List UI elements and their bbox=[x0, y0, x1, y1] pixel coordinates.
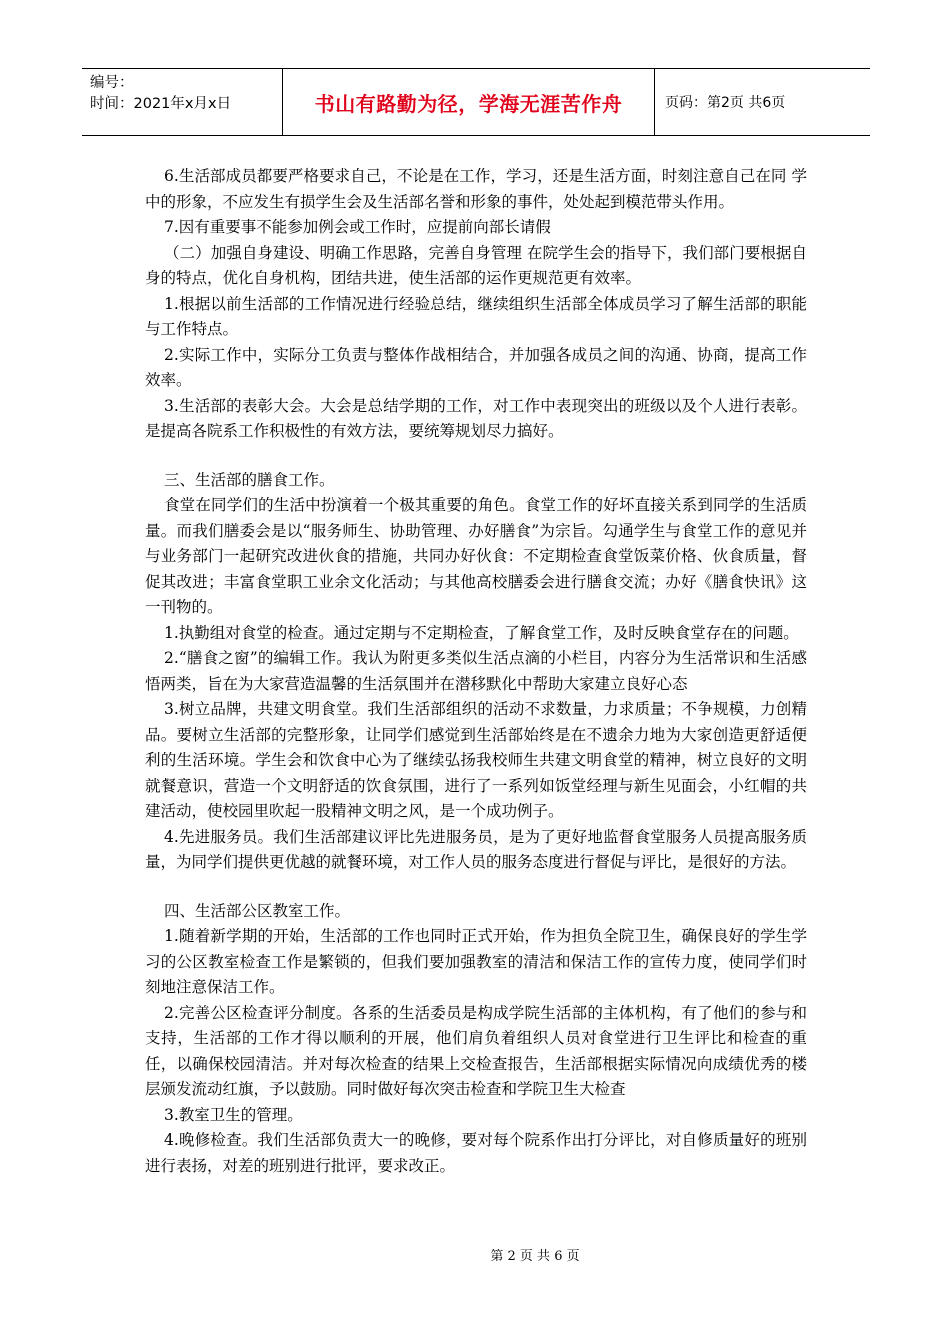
document-body bbox=[145, 164, 807, 1179]
paragraph: 2.实际工作中，实际分工负责与整体作战相结合，并加强各成员之间的沟通、协商，提高工作效率。 bbox=[145, 345, 807, 389]
section-heading: 四、生活部公区教室工作。 bbox=[164, 901, 351, 920]
paragraph: 6.生活部成员都要严格要求自己，不论是在工作，学习，还是生活方面，时刻注意自己在同 学中的形象，不应发生有损学生会及生活部名誉和形象的事件，处处起到模范带头作用。 bbox=[145, 167, 807, 211]
document-number: 编号： bbox=[90, 75, 134, 91]
section-gap bbox=[145, 445, 807, 464]
paragraph: 2.完善公区检查评分制度。各系的生活委员是构成学院生活部的主体机构，有了他们的参与和支持，生活部的工作才得以顺利的开展，他们肩负着组织人员对食堂进行卫生评比和检查的重任，以确保校园清洁。并对每次检查的结果上交检查报告，生活部根据实际情况向成绩优秀的楼层颁发流动红旗，予以鼓励。同时做好每次突击检查和学院卫生大检查 bbox=[145, 1003, 807, 1098]
header-motto: 书山有路勤为径，学海无涯苦作舟 bbox=[283, 69, 655, 135]
section-heading: 三、生活部的膳食工作。 bbox=[164, 470, 335, 489]
paragraph: 1.根据以前生活部的工作情况进行经验总结，继续组织生活部全体成员学习了解生活部的职能与工作特点。 bbox=[145, 294, 807, 338]
paragraph: （二）加强自身建设、明确工作思路，完善自身管理 在院学生会的指导下，我们部门要根据自身的特点，优化自身机构，团结共进，使生活部的运作更规范更有效率。 bbox=[145, 243, 807, 287]
page-footer: 第 2 页 共 6 页 bbox=[490, 1249, 580, 1264]
paragraph: 2.“膳食之窗”的编辑工作。我认为附更多类似生活点滴的小栏目，内容分为生活常识和生活感悟两类，旨在为大家营造温馨的生活氛围并在潜移默化中帮助大家建立良好心态 bbox=[145, 649, 807, 693]
paragraph: 食堂在同学们的生活中扮演着一个极其重要的角色。食堂工作的好坏直接关系到同学的生活质量。而我们膳委会是以“服务师生、协助管理、办好膳食”为宗旨。勾通学生与食堂工作的意见并与业务部门一起研究改进伙食的措施，共同办好伙食：不定期检查食堂饭菜价格、伙食质量，督促其改进；丰富食堂职工业余文化活动；与其他高校膳委会进行膳食交流；办好《膳食快讯》这一刊物的。 bbox=[145, 496, 807, 616]
paragraph: 1.执勤组对食堂的检查。通过定期与不定期检查，了解食堂工作，及时反映食堂存在的问题。 bbox=[164, 623, 799, 642]
header-meta bbox=[82, 69, 283, 135]
document-date: 时间：2021年x月x日 bbox=[90, 96, 232, 112]
paragraph: 4.先进服务员。我们生活部建议评比先进服务员，是为了更好地监督食堂服务人员提高服务质量，为同学们提供更优越的就餐环境，对工作人员的服务态度进行督促与评比，是很好的方法。 bbox=[145, 827, 807, 871]
page-header bbox=[82, 68, 870, 136]
paragraph: 1.随着新学期的开始，生活部的工作也同时正式开始，作为担负全院卫生，确保良好的学生学习的公区教室检查工作是繁锁的，但我们要加强教室的清洁和保洁工作的宣传力度，使同学们时刻地注意保洁工作。 bbox=[145, 927, 807, 996]
section-gap bbox=[145, 876, 807, 895]
paragraph: 4.晚修检查。我们生活部负责大一的晚修，要对每个院系作出打分评比，对自修质量好的班别进行表扬，对差的班别进行批评，要求改正。 bbox=[145, 1131, 807, 1175]
paragraph: 3.教室卫生的管理。 bbox=[164, 1105, 303, 1124]
paragraph: 3.树立品牌，共建文明食堂。我们生活部组织的活动不求数量，力求质量；不争规模，力创精品。要树立生活部的完整形象，让同学们感觉到生活部始终是在不遗余力地为大家创造更舒适便利的生活环境。学生会和饮食中心为了继续弘扬我校师生共建文明食堂的精神，树立良好的文明就餐意识，营造一个文明舒适的饮食氛围，进行了一系列如饭堂经理与新生见面会，小红帽的共建活动，使校园里吹起一股精神文明之风，是一个成功例子。 bbox=[145, 700, 807, 820]
paragraph: 3.生活部的表彰大会。大会是总结学期的工作，对工作中表现突出的班级以及个人进行表彰。是提高各院系工作积极性的有效方法，要统筹规划尽力搞好。 bbox=[145, 396, 807, 440]
paragraph: 7.因有重要事不能参加例会或工作时，应提前向部长请假 bbox=[164, 218, 551, 236]
header-page-info: 页码：第2页 共6页 bbox=[665, 95, 786, 111]
